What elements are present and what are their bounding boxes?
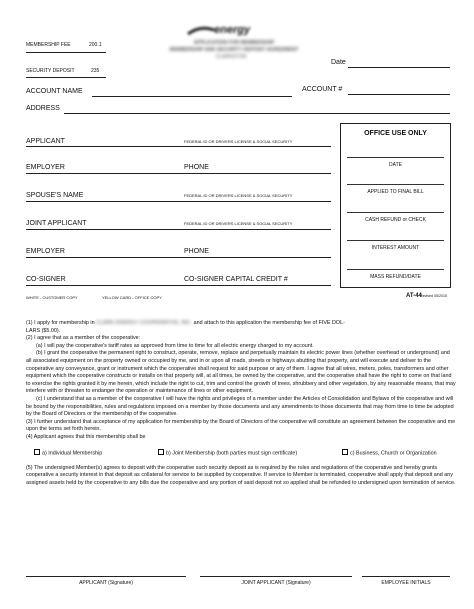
checkbox-individual[interactable] (34, 449, 40, 455)
date-line[interactable] (348, 67, 450, 68)
office-date-line[interactable] (347, 157, 444, 158)
applicant-signature-line[interactable] (26, 576, 186, 577)
account-number-label: ACCOUNT # (302, 86, 343, 93)
option-business[interactable] (342, 449, 437, 458)
account-name-label: ACCOUNT NAME (26, 88, 83, 95)
office-date-label: DATE (389, 162, 402, 168)
employer-2-label: EMPLOYER (26, 248, 65, 255)
office-interest-line[interactable] (347, 240, 444, 241)
office-use-title: OFFICE USE ONLY (364, 130, 427, 137)
security-deposit-code: 235 (91, 68, 100, 74)
membership-fee-line[interactable] (26, 52, 106, 53)
office-use-box (340, 123, 451, 288)
office-interest-label: INTEREST AMOUNT (371, 245, 420, 251)
cooperative-name-blurred: CLARK ENERGY COOPERATIVE, INC. (96, 320, 193, 326)
paragraph-1-start: (1) I apply for membership in (26, 320, 95, 326)
white-copy-label: WHITE - CUSTOMER COPY (26, 295, 78, 300)
co-signer-line[interactable] (26, 285, 331, 286)
employer-label: EMPLOYER (26, 164, 65, 171)
applicant-signature-label: APPLICANT (Signature) (79, 580, 133, 586)
paragraph-2: (2) I agree that as a member of the cooperative: (26, 335, 141, 342)
co-signer-credit-label: CO-SIGNER CAPITAL CREDIT # (184, 276, 288, 283)
paragraph-1-end: and attach to this application the membership fee of FIVE DOL- (193, 320, 345, 326)
paragraph-2c: (c) I understand that as a member of the cooperative I will have the rights and privileges of a member under the Articles of Consolidation and Bylaws of the cooperative and will be bound by the responsibilities, rules and regulations imposed on a member by those documents and any amendments to those documents that may from time to time be adopted by the Board of Directors or the membership of the cooperative. (26, 395, 454, 418)
option-joint[interactable] (158, 449, 297, 458)
paragraph-3: (3) I further understand that acceptance of my application for membership by the Board of Directors of the cooperative will constitute an agreement between the cooperative and me upon the terms set forth herein. (26, 418, 456, 433)
paragraph-5: (5) The undersigned Member(s) agrees to deposit with the cooperative such security deposit as is required by the rules and regulations of the cooperative and hereby grants cooperative a security interest in that deposit as collateral for service to be supplied by cooperative. If service to Member is terminated, cooperative shall apply that deposit and any assigned assets held by the cooperative to any bills due the cooperative and any portion of said deposit not so applied shall be refunded to undersigned upon termination of service. (26, 464, 456, 486)
header-title-line-2: MEMBERSHIP AND SECURITY DEPOSIT AGREEMENT (169, 47, 299, 53)
spouse-name-label: SPOUSE'S NAME (26, 192, 84, 199)
account-number-line[interactable] (348, 94, 450, 95)
form-id: AT-44 (406, 293, 422, 299)
security-deposit-label: SECURITY DEPOSIT (26, 68, 75, 74)
account-name-line[interactable] (92, 96, 292, 97)
applicant-label: APPLICANT (26, 138, 65, 145)
security-deposit-line[interactable] (26, 77, 106, 78)
paragraph-1-cont: LARS ($5.00). (26, 327, 61, 334)
office-final-bill-label: APPLIED TO FINAL BILL (367, 189, 424, 195)
spouse-federal-id-label: FEDERAL ID OR DRIVERS LICENSE & SOCIAL SECURITY (184, 193, 293, 198)
phone-label: PHONE (184, 164, 209, 171)
form-revised: Revised 05/2015 (420, 294, 447, 298)
address-line[interactable] (64, 113, 450, 114)
agreement-body (26, 320, 456, 487)
office-cash-refund-label: CASH REFUND or CHECK (365, 217, 426, 223)
option-joint-label: b) Joint Membership (both parties must sign certificate) (166, 450, 298, 456)
phone-2-label: PHONE (184, 248, 209, 255)
checkbox-joint[interactable] (158, 449, 164, 455)
company-logo (186, 24, 264, 37)
joint-applicant-label: JOINT APPLICANT (26, 220, 87, 227)
header-title-line-1: APPLICATION FOR MEMBERSHIP (193, 40, 275, 46)
option-individual[interactable] (34, 449, 102, 458)
yellow-copy-label: YELLOW CARD - OFFICE COPY (102, 295, 162, 300)
employer-line[interactable] (26, 173, 331, 174)
joint-federal-id-label: FEDERAL ID OR DRIVERS LICENSE & SOCIAL SECURITY (184, 221, 293, 226)
membership-fee-label: MEMBERSHIP FEE (26, 42, 71, 48)
applicant-federal-id-label: FEDERAL ID OR DRIVERS LICENSE & SOCIAL SECURITY (184, 139, 293, 144)
joint-applicant-line[interactable] (26, 229, 331, 230)
membership-fee-code: 200.1 (89, 42, 102, 48)
office-cash-refund-line[interactable] (347, 212, 444, 213)
joint-signature-line[interactable] (200, 576, 352, 577)
checkbox-business[interactable] (342, 449, 348, 455)
membership-options (26, 449, 456, 459)
employee-initials-label: EMPLOYEE INITIALS (381, 580, 431, 586)
office-mass-refund-line[interactable] (347, 269, 444, 270)
office-final-bill-line[interactable] (347, 184, 444, 185)
applicant-line[interactable] (26, 146, 331, 147)
paragraph-2a: (a) I will pay the cooperative's tariff rates as approved from time to time for all electric energy charged to my account. (36, 342, 314, 349)
header-title-line-3: CLARKSTON (215, 54, 247, 60)
option-business-label: c) Business, Church or Organization (350, 450, 437, 456)
address-label: ADDRESS (26, 105, 60, 112)
option-individual-label: a) Individual Membership (42, 450, 103, 456)
employer-2-line[interactable] (26, 257, 331, 258)
date-label: Date (331, 59, 346, 66)
co-signer-label: CO-SIGNER (26, 276, 66, 283)
employee-initials-line[interactable] (362, 576, 450, 577)
spouse-name-line[interactable] (26, 201, 331, 202)
paragraph-4: (4) Applicant agrees that this membership shall be (26, 433, 146, 440)
office-mass-refund-label: MASS REFUND/DATE (370, 274, 421, 280)
joint-signature-label: JOINT APPLICANT (Signature) (241, 580, 311, 586)
paragraph-1 (26, 320, 456, 328)
logo-text: energy (214, 24, 251, 36)
paragraph-2b: (b) I grant the cooperative the permanent right to construct, operate, remove, replace and perpetually maintain its electric power lines (whether overhead or underground) and all associated equipment on the property owned or occupied by me, and in or upon all roads, streets or highways abutting that property, and will execute and deliver to the cooperative any conveyance, grant or instrument which the cooperative shall request for said purpose or any of them. I agree that all wires, meters, poles, transformers and other equipment which the cooperative constructs or installs on that property will, at all times, be owned by the cooperative, and the cooperative shall have the right to come on that land to exercise the rights granted it by me herein, which include the right to cut, trim and control the growth of trees, shrubbery and other vegetation, by any reasonable means, that may interfere with or threaten to endanger the operation or maintenance of lines or other equipment. (26, 350, 456, 395)
